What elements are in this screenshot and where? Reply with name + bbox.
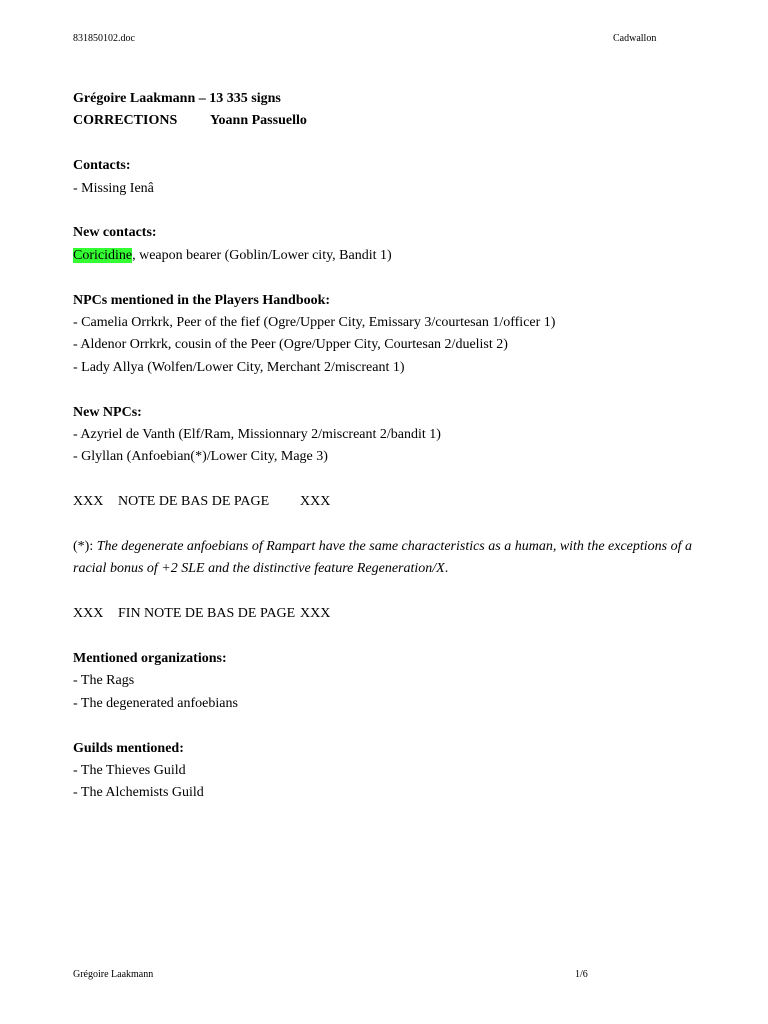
footer-author: Grégoire Laakmann: [73, 969, 154, 980]
footnote-start-label: NOTE DE BAS DE PAGE: [118, 494, 270, 510]
highlighted-name: Coricidine: [73, 247, 133, 263]
npcs-handbook-heading: NPCs mentioned in the Players Handbook:: [73, 292, 331, 308]
footnote-start-marker: [73, 491, 713, 513]
footnote-suffix: .: [444, 561, 449, 577]
guild-item: - The Alchemists Guild: [73, 785, 204, 801]
author-line: Grégoire Laakmann – 13 335 signs: [73, 91, 281, 106]
new-npc-item: - Glyllan (Anfoebian(*)/Lower City, Mage 3): [73, 449, 328, 465]
contacts-item: - Missing Ienâ: [73, 180, 154, 196]
footnote-prefix: (*):: [73, 539, 97, 555]
corrector-name: Yoann Passuello: [210, 113, 307, 129]
marker-right: XXX: [300, 494, 331, 510]
new-npcs-heading: New NPCs:: [73, 404, 142, 420]
marker-left: XXX: [73, 606, 104, 622]
footer-page-number: 1/6: [575, 969, 588, 980]
organization-item: - The degenerated anfoebians: [73, 695, 238, 711]
new-contacts-item: [73, 245, 713, 267]
guilds-heading: Guilds mentioned:: [73, 740, 184, 756]
npc-handbook-item: - Aldenor Orrkrk, cousin of the Peer (Ogre/Upper City, Courtesan 2/duelist 2): [73, 337, 508, 353]
new-npc-item: - Azyriel de Vanth (Elf/Ram, Missionnary 2/miscreant 2/bandit 1): [73, 427, 441, 443]
npc-handbook-item: - Camelia Orrkrk, Peer of the fief (Ogre/Upper City, Emissary 3/courtesan 1/officer 1): [73, 315, 556, 331]
document-body: [73, 88, 713, 805]
new-contacts-heading: New contacts:: [73, 225, 157, 241]
footnote-end-marker: [73, 603, 713, 625]
new-contact-description: , weapon bearer (Goblin/Lower city, Bandit 1): [132, 247, 392, 263]
corrections-line: [73, 110, 713, 132]
marker-left: XXX: [73, 494, 104, 510]
guild-item: - The Thieves Guild: [73, 763, 186, 779]
npc-handbook-item: - Lady Allya (Wolfen/Lower City, Merchant 2/miscreant 1): [73, 359, 405, 375]
organizations-heading: Mentioned organizations:: [73, 651, 227, 667]
footnote-text: [73, 536, 713, 581]
header-filename: 831850102.doc: [73, 33, 135, 44]
marker-right: XXX: [300, 606, 331, 622]
organization-item: - The Rags: [73, 673, 135, 689]
header-project: Cadwallon: [613, 33, 657, 44]
footnote-body: The degenerate anfoebians of Rampart have the same characteristics as a human, with the exceptions of a racial bonus of +2 SLE and the distinctive feature Regeneration/X: [73, 539, 693, 577]
contacts-heading: Contacts:: [73, 158, 131, 174]
corrections-label: CORRECTIONS: [73, 113, 178, 129]
footnote-end-label: FIN NOTE DE BAS DE PAGE: [118, 606, 296, 622]
